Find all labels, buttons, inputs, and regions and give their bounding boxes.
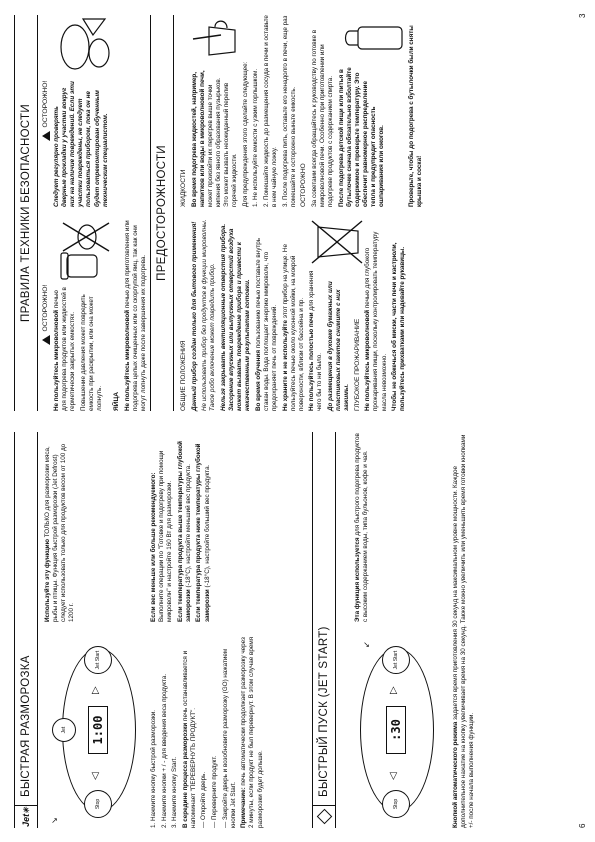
liquid-item-1: 1. Не используйте емкости с узким горлышком. xyxy=(252,68,260,207)
stop-button-illustration: Stop xyxy=(84,790,112,818)
defrost-column-2: Если вес меньше или больше рекомендуемого: Выполните операции по "Готовке и подогреву при помощи микроволн" и настройте 160 Вт для разморозки. Если температура продукта выше температуры глубокой заморозки (-18°C), настройте меньший вес продукта. Если температура продукта ниже температуры глубокой заморозки (-18°C), настройте больший вес продукта. xyxy=(150,441,211,622)
plus-arrow-icon-2: ▷ xyxy=(388,686,399,694)
sealed-jar-warning-icon xyxy=(53,219,113,283)
step-1: 1. Нажмите кнопку быстрой разморозки. xyxy=(150,710,157,828)
baby-bottle-illustration xyxy=(338,15,408,61)
defrost-banner xyxy=(14,432,38,828)
mid-item-3: — Закройте дверь и возобновите разморозку (GO) нажатием кнопки Jet Start. xyxy=(221,648,237,828)
warning-heading-2: ОСТОРОЖНО! xyxy=(42,15,50,207)
display-illustration-2: :30 xyxy=(386,706,406,754)
jet-start-title: БЫСТРЫЙ ПУСК (JET START) xyxy=(318,626,330,797)
callout-arrow-icon-2: ↙ xyxy=(362,641,371,648)
page-number-right: 3 xyxy=(578,13,587,18)
defrost-column-1: 1. Нажмите кнопку быстрой разморозки. 2. Нажмите кнопки + / - для введения веса продукта. 3. Нажмите кнопку Start. В середине процесса разморозки печь останавливается и напоминает "ПЕРЕВЕРНУТЬ ПРОДУКТ". — Откройте дверь. — Переверните продукт. — Закройте дверь и возобновите разморозку (GO) нажатием кнопки Jet Start. Примечание: печь автоматически продолжает разморозку через 2 минуты, если продукт не был перевернут. В этом случае время разморозки будет дольше. xyxy=(150,632,267,828)
warning-heading-1: ОСТОРОЖНО! xyxy=(42,219,50,411)
minus-arrow-icon: ◁ xyxy=(90,772,101,780)
warning-triangle-icon xyxy=(42,336,50,346)
page-number-left: 6 xyxy=(578,823,587,828)
control-panel-diagram-jet-start xyxy=(342,634,442,824)
eggs-heading: ЯЙЦА xyxy=(113,391,121,411)
warning-triangle-icon-2 xyxy=(42,132,50,142)
bag-clip-warning-icon xyxy=(308,219,364,265)
jet-start-button-illustration-2: Jet Start xyxy=(382,646,410,674)
display-illustration: 1:00 xyxy=(88,706,108,754)
safety-column-1: ОСТОРОЖНО! Не пользуйтесь микроволновой печью для подогрева продуктов или жидкостей в герметически закрытых емкостях. Повышение давления может повредить емкость при раскрытии, или она может лопнуть. ЯЙЦА Не пользуйтесь микроволновой печью для приготовления или подогрева целых очищенных или со скорлупой яиц, так как они могут лопнуть даже после завершения их подогрева. xyxy=(42,220,147,411)
mid-item-1: — Откройте дверь. xyxy=(200,771,208,828)
plus-arrow-icon: ▷ xyxy=(90,686,101,694)
safety-banner xyxy=(14,15,38,411)
door-seal-illustration xyxy=(53,15,117,75)
jet-start-button-illustration: Jet Start xyxy=(84,646,112,674)
defrost-title: БЫСТРАЯ РАЗМОРОЗКА xyxy=(20,655,32,797)
jet-defrost-icon: Jet ✳ xyxy=(15,805,37,828)
liquid-item-2: 2. Помешайте жидкость до размещения сосуда в печи и оставьте в нем чайную ложку. xyxy=(262,15,278,207)
callout-arrow-icon: ↘ xyxy=(50,817,59,824)
step-2: 2. Нажмите кнопки + / - для введения веса продукта. xyxy=(160,673,168,828)
precautions-banner xyxy=(150,15,174,411)
jet-button-illustration: Jet xyxy=(52,718,76,742)
liquids-heading: ЖИДКОСТИ xyxy=(180,169,187,207)
safety-title: ПРАВИЛА ТЕХНИКИ БЕЗОПАСНОСТИ xyxy=(20,104,32,322)
left-page xyxy=(0,421,595,842)
jet-start-intro: Эта функция используется для быстрого подогрева продуктов с высоким содержанием воды, типа бульонов, кофе и чая. xyxy=(354,433,370,622)
liquid-item-3: 3. После подогрева пить, оставьте его ненадолго в печи, еще раз помешайте и осторожно выньте емкость. xyxy=(281,15,297,207)
jet-start-icon xyxy=(313,805,335,828)
caution-heading: ОСТОРОЖНО xyxy=(300,163,308,207)
safety-column-2: ОСТОРОЖНО! Следует регулярно проверять дверные прокладки у участки вокруг них на наличие повреждений. Если эти участки повреждены, не следует пользоваться прибором, пока он не будет отремонтирован обученным техническим специалистом. xyxy=(42,15,117,207)
minus-arrow-icon-2: ◁ xyxy=(388,772,399,780)
jet-start-banner xyxy=(312,432,336,828)
precautions-column-1: ОБЩИЕ ПОЛОЖЕНИЯ Данный прибор создан только для бытового применения! Не использовать прибор без продуктов в функции микроволны. Такое робо включение может повредить прибор. Нельзя закрывать вентиляционные отверстия прибора. Засорение впускных или выпускных отверстий воздуха может вызвать повреждение прибора и привести к некачественным результатам готовки. Во время обучения пользованию печью поставьте внутрь стакан воды. Вода поглощает энергию микроволн, что предохраняет печь от повреждений. Не храните и не используйте этот прибор на улице. Не пользуйтесь печью около кухонной мойки, на мокрой поверхности, вблизи от бассейна и пр. Не пользуйтесь полостью печи для хранения чего бы то ни было. До размещения в духовке бумажных или пластиковых пакетов снимите с них зажимы. ГЛУБОКОЕ ПРОЖАРИВАНИЕ Не пользуйтесь микроволновой печью для глубокого прожаривания пищи, поскольку контролировать температуру масла невозможно. Чтобы не обжечься об миски, части печи и кастрюли, пользуйтесь прихватками или надевайте рукавицы. xyxy=(180,219,407,411)
precautions-column-2: ЖИДКОСТИ Во время подогрева жидкостей, например, напитков или воды в микроволновой печи, может произойти их перегрев выше точки кипения без явного образования пузырьков. Это может вызвать неожиданный перелив горячей жидкости. Для предупреждения этого сделайте следующее: 1. Не используйте емкости с узким горлышком. 2. Помешайте жидкость до размещения сосуда в печи и оставьте в нем чайную ложку. 3. После подогрева пить, оставьте его ненадолго в печи, еще раз помешайте и осторожно выньте емкость. ОСТОРОЖНО За советами всегда обращайтесь к руководству по готовке в микроволновой печи. Особенно при приготовлении или подогреве продуктов с содержанием спирта. После подогрева детской пищи или питья в бутылочке сначала обязательно взболтайте содержимое и проверьте температуру. Это обеспечит равномерное распределение тепла и предупредит опасность ошпаривания или ожогов. Проверьте, чтобы до подогрева с бутылочки были сняты крышка и соска! xyxy=(180,15,423,207)
general-heading: ОБЩИЕ ПОЛОЖЕНИЯ xyxy=(180,340,187,411)
defrost-intro: Используйте эту функцию ТОЛЬКО для разморозки мяса, рыбы и птицы. Функция быстрой разморозки (Jet Defrost) следует использовать только для продуктов весом от 100 до 1200 г. xyxy=(44,443,76,622)
deep-frying-heading: ГЛУБОКОЕ ПРОЖАРИВАНИЕ xyxy=(353,318,361,411)
control-panel-diagram-defrost xyxy=(44,634,144,824)
step-3: 3. Нажмите кнопку Start. xyxy=(171,756,179,828)
precautions-title: ПРЕДОСТОРОЖНОСТИ xyxy=(156,145,168,281)
stop-button-illustration-2: Stop xyxy=(382,790,410,818)
mid-item-2: — Переверните продукт. xyxy=(211,755,219,828)
jet-start-description: Кнопкой автоматического режима задается время приготовления 30 секунд на максимальном уровне мощности. Каждое дополнительное нажатие на кнопку увеличивает время на 30 секунд. Также можно увеличить или уменьшить время готовки кнопками +/- после начала выполнения функции. xyxy=(452,434,476,828)
cup-with-spoon-illustration xyxy=(191,15,241,61)
